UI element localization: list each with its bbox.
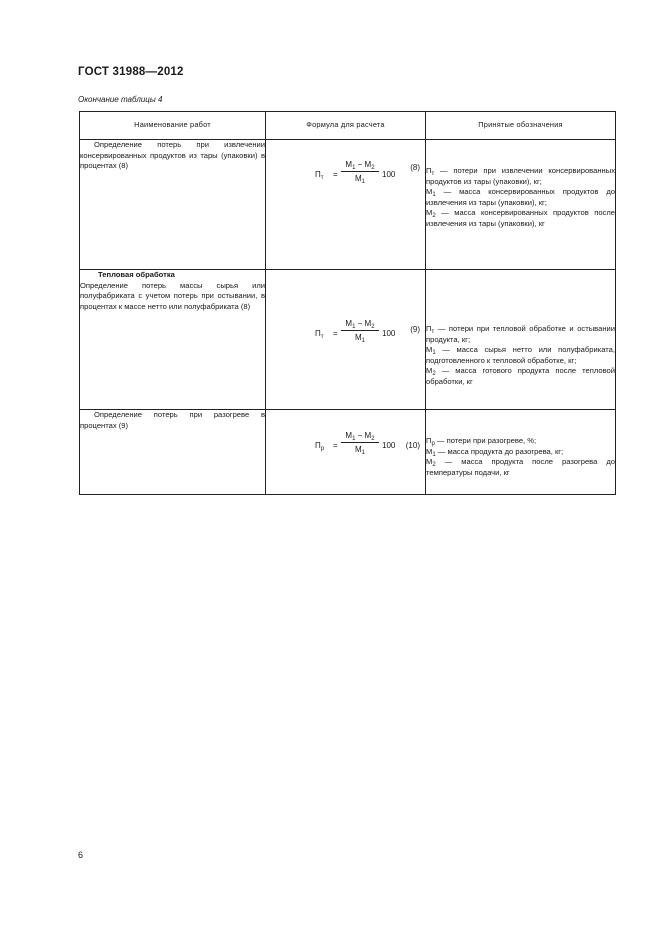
notation-line: $П_т$ — потери при тепловой обработке и остывании продукта, кг; — [426, 324, 615, 344]
formula-lhs: $П_р$ — [315, 441, 325, 452]
work-text: Определение потерь массы сырья или полуфабриката с учетом потерь при остывании, в процентах к массе нетто или полуфабриката (8) — [80, 280, 265, 311]
formula-number: (10) — [405, 441, 420, 450]
notation-line: $М_1$ — масса консервированных продуктов до извлечения из тары (упаковки), кг; — [426, 187, 615, 207]
header-notation: Принятые обозначения — [426, 112, 616, 140]
page-number: 6 — [78, 850, 84, 860]
formula-fraction — [341, 430, 379, 456]
formula-cell — [266, 270, 426, 410]
notation-line: $М_2$ — масса консервированных продуктов после извлечения из тары (упаковки), кг — [426, 208, 615, 228]
work-cell — [80, 410, 266, 495]
notation-line: $М_1$ — масса сырья нетто или полуфабриката, подготовленного к тепловой обработке, кг; — [426, 345, 615, 365]
work-text: Определение потерь при разогреве в процентах (9) — [80, 410, 265, 430]
document-header: ГОСТ 31988—2012 — [78, 66, 184, 78]
losses-table — [79, 111, 616, 495]
formula-numerator: $М_1 - М_2$ — [341, 430, 379, 443]
work-cell — [80, 270, 266, 410]
header-work-name: Наименование работ — [80, 112, 266, 140]
formula-number: (8) — [410, 163, 420, 172]
work-cell — [80, 140, 266, 270]
notation-cell — [426, 410, 616, 495]
formula-number: (9) — [410, 325, 420, 334]
table-header-row — [80, 112, 616, 140]
formula-lhs: $П_т$ — [315, 329, 324, 340]
formula-lhs: $П_т$ — [315, 170, 324, 181]
table-caption: Окончание таблицы 4 — [78, 95, 163, 104]
formula-multiplier: 100 — [382, 329, 396, 338]
formula-cell — [266, 140, 426, 270]
formula-numerator: $М_1 - М_2$ — [341, 318, 379, 331]
section-heading: Тепловая обработка — [98, 270, 175, 279]
formula-equals: = — [333, 170, 338, 179]
formula-fraction — [341, 318, 379, 344]
formula-cell — [266, 410, 426, 495]
table-row — [80, 270, 616, 410]
formula-denominator: $М_1$ — [354, 174, 365, 185]
formula-equals: = — [333, 329, 338, 338]
formula-denominator: $М_1$ — [354, 445, 365, 456]
notation-line: $П_р$ — потери при разогреве, %; — [426, 436, 537, 447]
notation-line: $М_2$ — масса продукта после разогрева до температуры подачи, кг — [426, 457, 615, 477]
header-formula: Формула для расчета — [266, 112, 426, 140]
formula-fraction — [341, 159, 379, 185]
notation-line: $П_т$ — потери при извлечении консервированных продуктов из тары (упаковки), кг; — [426, 166, 615, 186]
formula-equals: = — [333, 441, 338, 450]
table-row — [80, 410, 616, 495]
notation-cell — [426, 140, 616, 270]
formula-multiplier: 100 — [382, 441, 396, 450]
formula-numerator: $М_1 - М_2$ — [341, 159, 379, 172]
notation-line: $М_1$ — масса продукта до разогрева, кг; — [426, 446, 564, 458]
notation-line: $М_2$ — масса готового продукта после тепловой обработки, кг — [426, 366, 615, 386]
formula-denominator: $М_1$ — [354, 333, 365, 344]
formula-multiplier: 100 — [382, 170, 396, 179]
table-row — [80, 140, 616, 270]
work-text: Определение потерь при извлечении консервированных продуктов из тары (упаковки) в процентах (8) — [80, 140, 265, 171]
notation-cell — [426, 270, 616, 410]
